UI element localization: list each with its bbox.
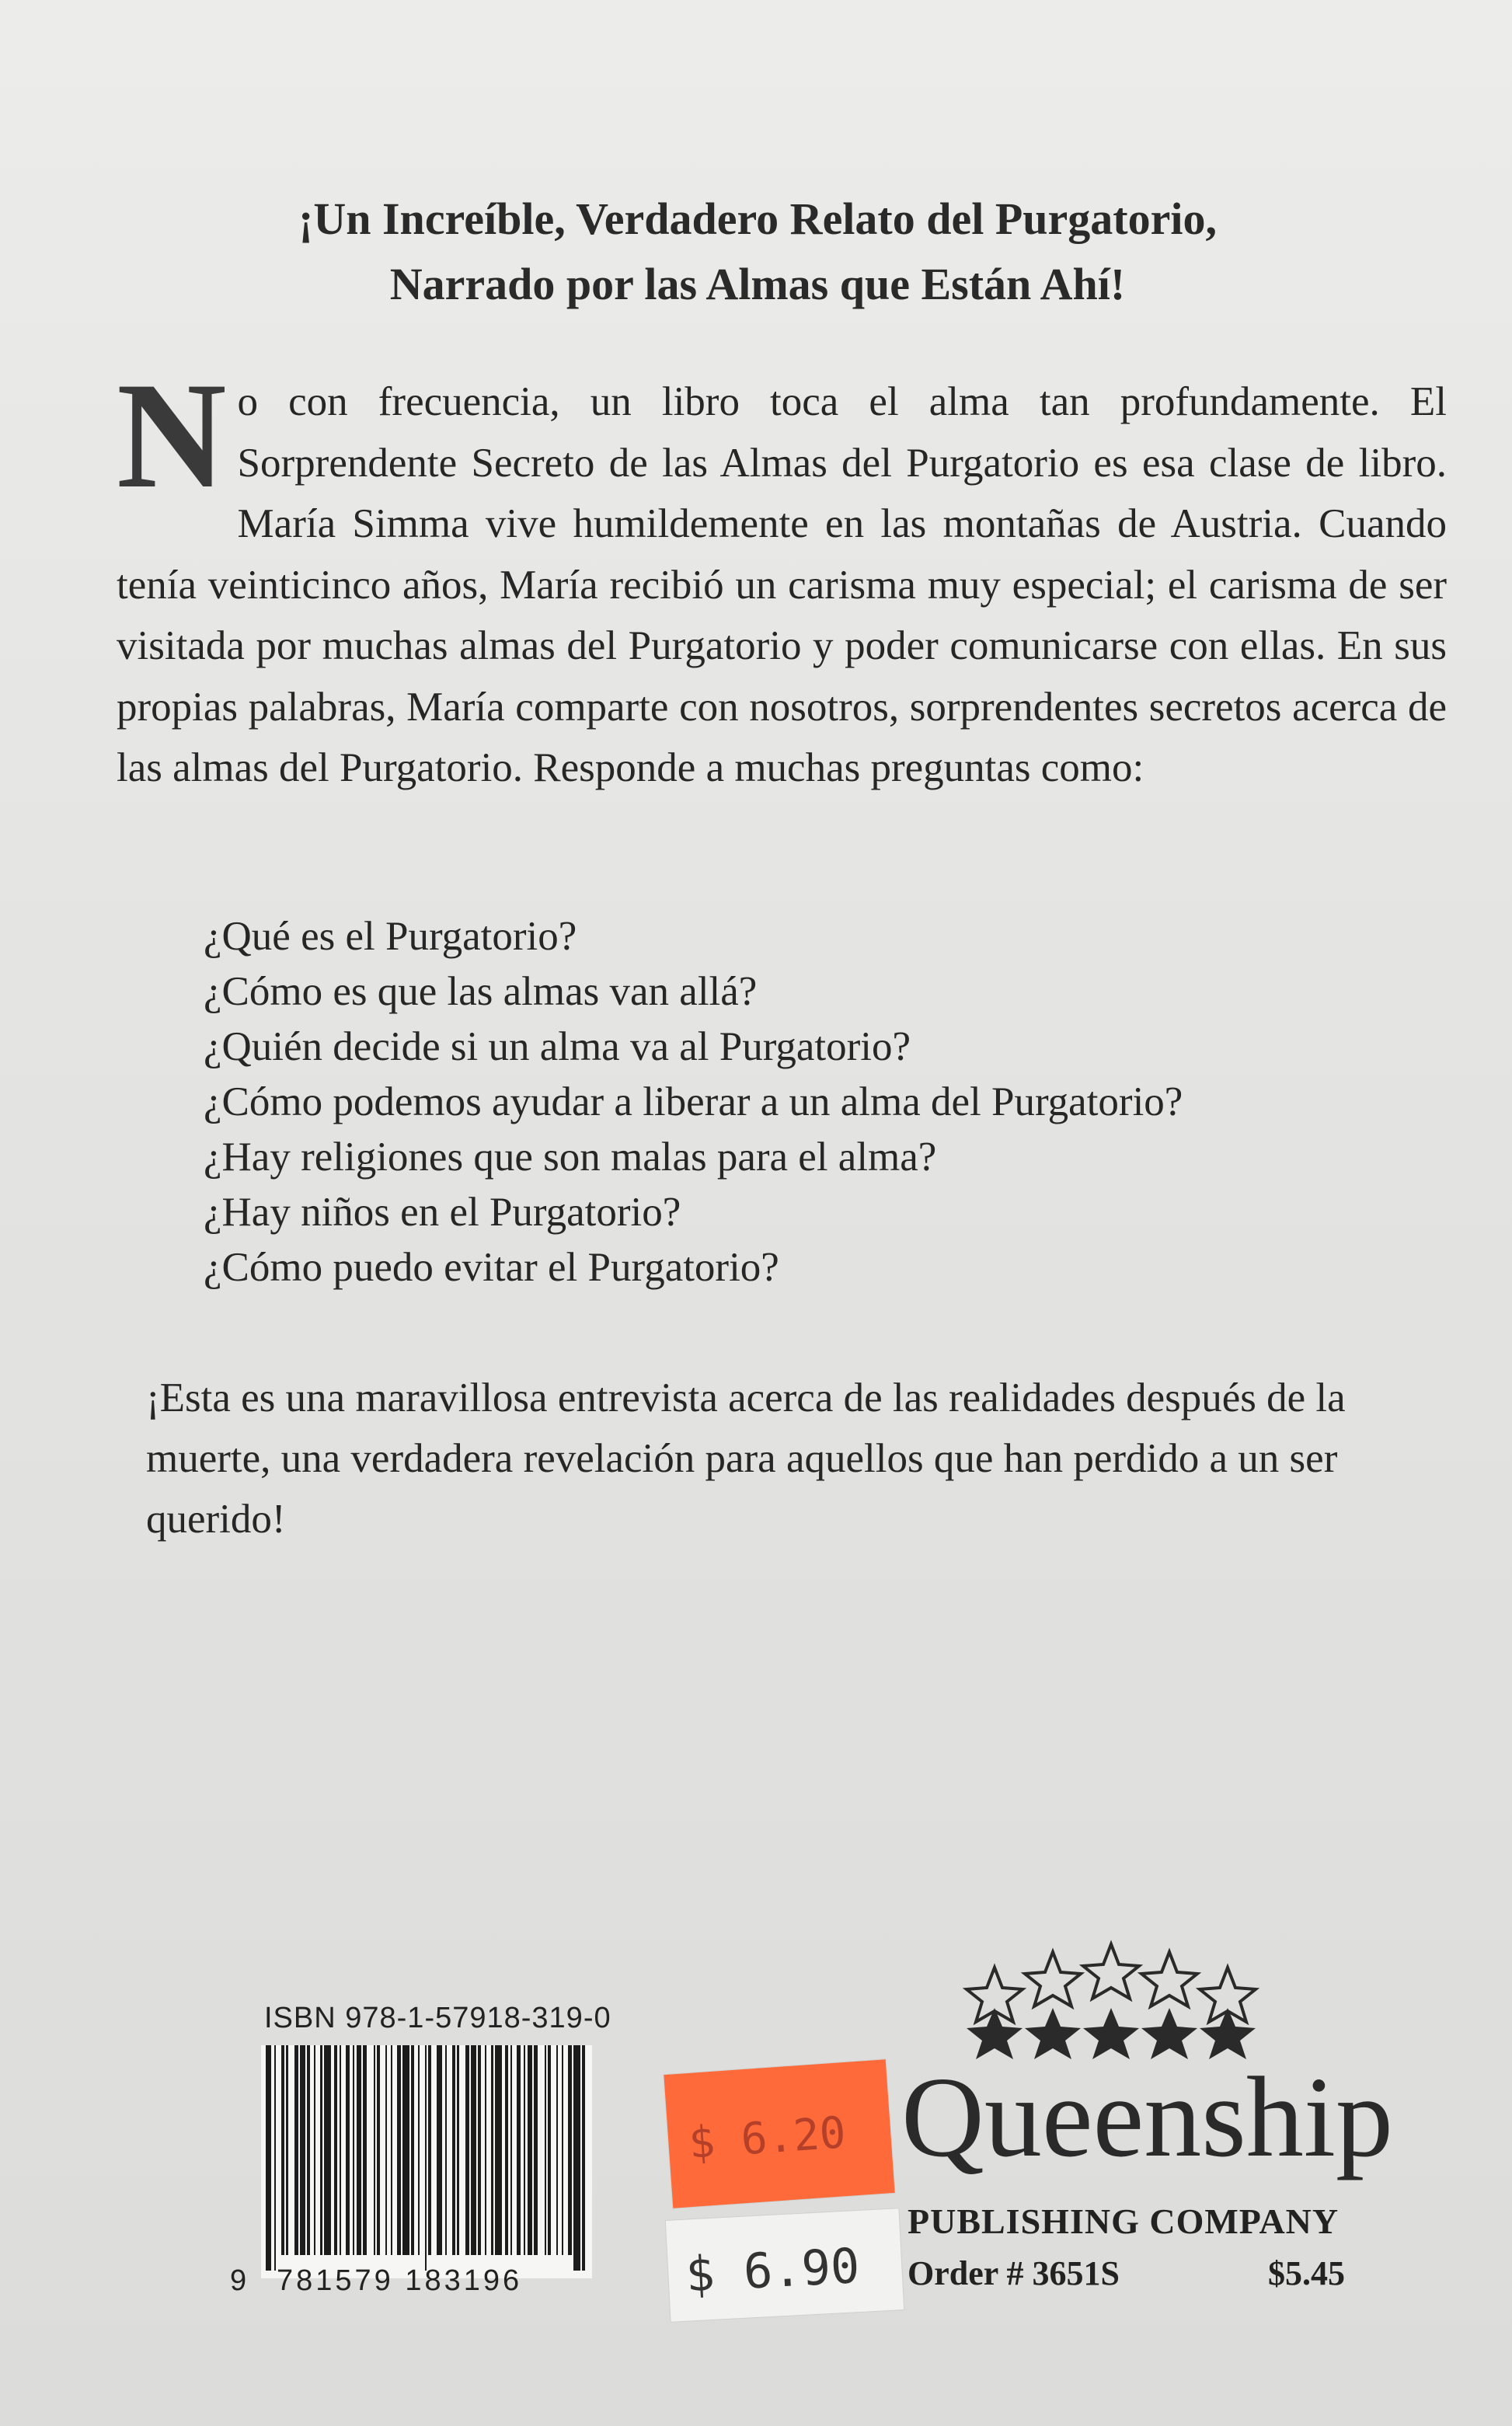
- barcode-bar: [346, 2045, 349, 2255]
- barcode-bar: [286, 2045, 287, 2255]
- barcode-bar: [573, 2045, 580, 2271]
- barcode-bar: [397, 2045, 400, 2255]
- barcode-bar: [411, 2045, 414, 2255]
- barcode-digits: 781579 183196: [277, 2264, 523, 2297]
- barcode-bar: [428, 2045, 431, 2255]
- barcode-bar: [582, 2045, 585, 2271]
- headline-line-1: ¡Un Increíble, Verdadero Relato del Purgatorio,: [298, 193, 1217, 244]
- barcode-bar: [505, 2045, 508, 2255]
- barcode-bar: [377, 2045, 380, 2255]
- barcode-bar: [495, 2045, 502, 2255]
- price-sticker-white: [666, 2208, 904, 2322]
- isbn-label: ISBN 978-1-57918-319-0: [264, 2002, 611, 2034]
- publisher-subtitle: PUBLISHING COMPANY: [908, 2201, 1340, 2241]
- star-outline-icon: [1083, 1944, 1139, 1999]
- barcode-bar: [562, 2045, 563, 2255]
- barcode-bar: [418, 2045, 420, 2255]
- barcode-bar: [510, 2045, 512, 2255]
- barcode-bar: [568, 2045, 571, 2255]
- headline: [140, 186, 1375, 317]
- barcode: [261, 2045, 592, 2278]
- question-list: [204, 909, 1447, 1295]
- intro-paragraph: [117, 351, 1447, 799]
- headline-line-2: Narrado por las Almas que Están Ahí!: [389, 259, 1126, 309]
- barcode-bar: [425, 2045, 427, 2271]
- barcode-bar: [457, 2045, 458, 2255]
- barcode-bar: [485, 2045, 486, 2255]
- question-item: ¿Cómo es que las almas van allá?: [204, 969, 758, 1014]
- price-sticker-orange: [664, 2059, 894, 2208]
- barcode-bar: [307, 2045, 310, 2255]
- barcode-bar: [281, 2045, 284, 2255]
- barcode-bar: [353, 2045, 354, 2255]
- barcode-bar: [314, 2045, 315, 2255]
- barcode-bar: [266, 2045, 271, 2271]
- barcode-bar: [357, 2045, 362, 2255]
- barcode-bar: [334, 2045, 337, 2255]
- barcode-bar: [556, 2045, 558, 2255]
- sticker-price: $ 6.20: [687, 2107, 848, 2170]
- question-item: ¿Quién decide si un alma va al Purgatorio?: [204, 1024, 911, 1069]
- barcode-bar: [391, 2045, 392, 2255]
- question-item: ¿Hay religiones que son malas para el alma?: [204, 1135, 937, 1180]
- question-item: ¿Cómo puedo evitar el Purgatorio?: [204, 1245, 779, 1290]
- barcode-bar: [363, 2045, 366, 2255]
- question-item: ¿Hay niños en el Purgatorio?: [204, 1190, 681, 1235]
- barcode-bar: [324, 2045, 331, 2255]
- barcode-bar: [300, 2045, 305, 2255]
- barcode-bar: [528, 2045, 533, 2255]
- barcode-bar: [517, 2045, 520, 2255]
- question-item: ¿Cómo podemos ayudar a liberar a un alma del Purgatorio?: [204, 1079, 1183, 1124]
- closing-paragraph: ¡Esta es una maravillosa entrevista acerca de las realidades después de la muerte, una verdadera revelación para aquellos que han perdido a un ser querido!: [146, 1375, 1346, 1542]
- barcode-bar: [294, 2045, 298, 2255]
- barcode-bar: [385, 2045, 387, 2255]
- barcode-bar: [437, 2045, 442, 2255]
- barcode-bar: [524, 2045, 525, 2255]
- barcode-bar: [548, 2045, 551, 2255]
- star-outline-icon: [1025, 1952, 1081, 2006]
- barcode-bar: [545, 2045, 546, 2255]
- barcode-bar: [491, 2045, 493, 2255]
- barcode-bar: [320, 2045, 322, 2255]
- barcode-bar: [374, 2045, 375, 2255]
- barcode-bar: [465, 2045, 469, 2255]
- order-number: Order # 3651S: [908, 2254, 1120, 2292]
- drop-cap: N: [117, 351, 227, 520]
- sticker-price: $ 6.90: [684, 2237, 862, 2303]
- star-outline-icon: [1141, 1952, 1197, 2006]
- barcode-bar: [534, 2045, 537, 2255]
- barcode-bar: [340, 2045, 341, 2255]
- list-price: $5.45: [1268, 2254, 1345, 2292]
- barcode-bar: [402, 2045, 409, 2255]
- barcode-bar: [452, 2045, 455, 2255]
- barcode-bar: [274, 2045, 276, 2271]
- question-item: ¿Qué es el Purgatorio?: [204, 914, 577, 959]
- barcode-bar: [445, 2045, 447, 2255]
- barcode-bar: [471, 2045, 476, 2255]
- publisher-name: Queenship: [901, 2054, 1393, 2181]
- barcode-bar: [478, 2045, 481, 2255]
- barcode-lead-digit: 9: [230, 2264, 247, 2297]
- intro-text: o con frecuencia, un libro toca el alma tan profundamente. El Sorprendente Secreto de las Almas del Purgatorio es esa clase de libro. María Simma vive humildemente en las montañas de Austria. Cuando tenía veinticinco años, María recibió un carisma muy especial; el carisma de ser visitada por muchas almas del Purgatorio y poder comunicarse con ellas. En sus propias palabras, María comparte con nosotros, sorprendentes secretos acerca de las almas del Purgatorio. Responde a muchas preguntas como:: [117, 379, 1447, 790]
